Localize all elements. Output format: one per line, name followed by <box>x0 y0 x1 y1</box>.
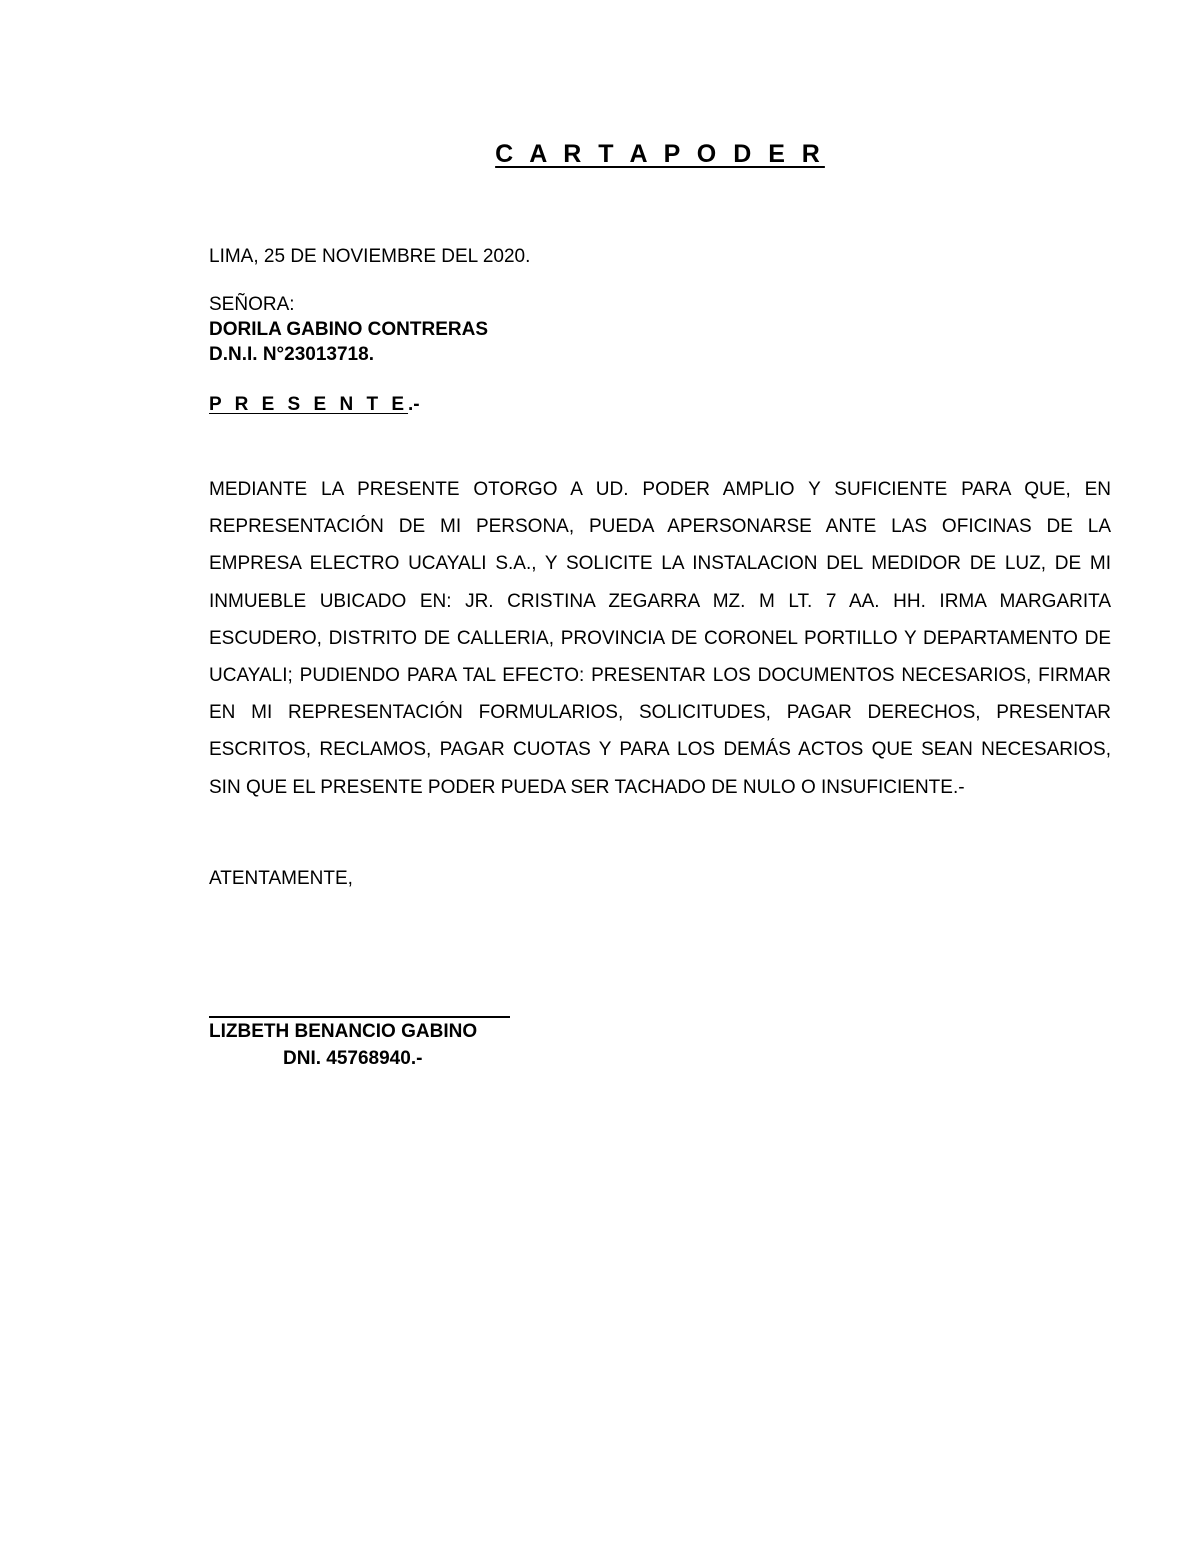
signer-dni: DNI. 45768940.- <box>283 1048 423 1069</box>
signature-line <box>209 1016 510 1018</box>
signer-name: LIZBETH BENANCIO GABINO <box>209 1021 478 1042</box>
presente-heading <box>209 392 1111 417</box>
document-title: C A R T A P O D E R <box>495 140 825 168</box>
presente-word: P R E S E N T E <box>209 394 409 415</box>
letter-body: MEDIANTE LA PRESENTE OTORGO A UD. PODER AMPLIO Y SUFICIENTE PARA QUE, EN REPRESENTACIÓN DE MI PERSONA, PUEDA APERSONARSE ANTE LAS OFICINAS DE LA EMPRESA ELECTRO UCAYALI S.A., Y SOLICITE LA INSTALACION DEL MEDIDOR DE LUZ, DE MI INMUEBLE UBICADO EN: JR. CRISTINA ZEGARRA MZ. M LT. 7 AA. HH. IRMA MARGARITA ESCUDERO, DISTRITO DE CALLERIA, PROVINCIA DE CORONEL PORTILLO Y DEPARTAMENTO DE UCAYALI; PUDIENDO PARA TAL EFECTO: PRESENTAR LOS DOCUMENTOS NECESARIOS, FIRMAR EN MI REPRESENTACIÓN FORMULARIOS, SOLICITUDES, PAGAR DERECHOS, PRESENTAR ESCRITOS, RECLAMOS, PAGAR CUOTAS Y PARA LOS DEMÁS ACTOS QUE SEAN NECESARIOS, SIN QUE EL PRESENTE PODER PUEDA SER TACHADO DE NULO O INSUFICIENTE.- <box>209 479 1111 798</box>
presente-suffix: .- <box>408 394 420 415</box>
addressee-name: DORILA GABINO CONTRERAS <box>209 319 489 340</box>
closing-line: ATENTAMENTE, <box>209 868 353 889</box>
addressee-block <box>209 292 1111 367</box>
addressee-salutation: SEÑORA: <box>209 294 295 315</box>
addressee-dni: D.N.I. N°23013718. <box>209 344 374 365</box>
date-line: LIMA, 25 DE NOVIEMBRE DEL 2020. <box>209 246 531 267</box>
